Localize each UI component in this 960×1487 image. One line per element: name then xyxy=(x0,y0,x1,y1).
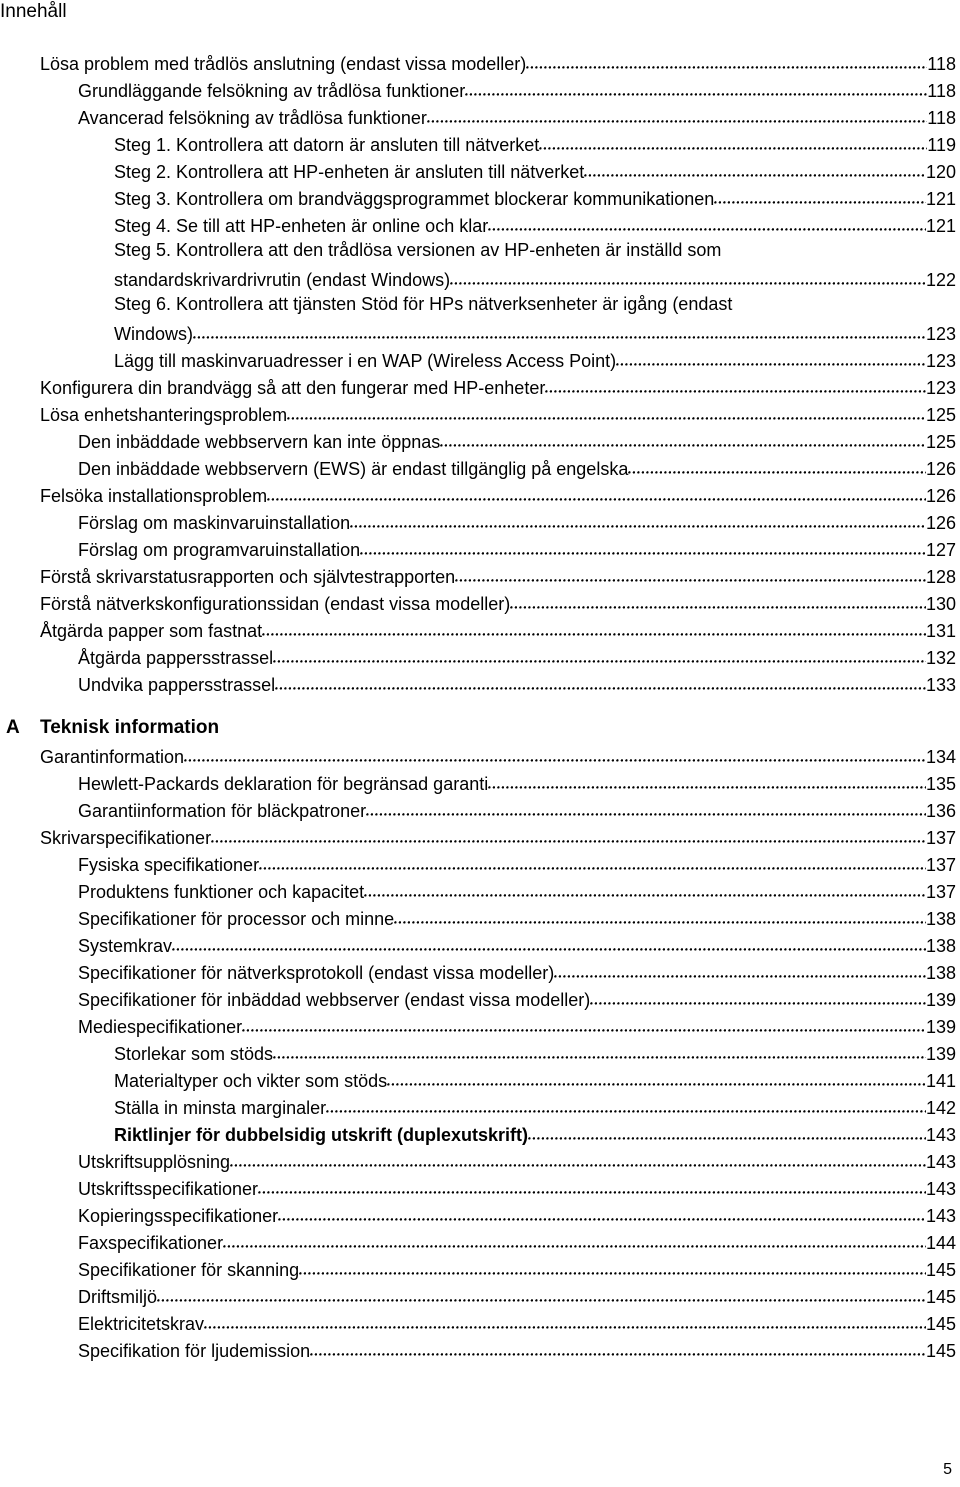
toc-entry-page: 121 xyxy=(925,189,956,209)
dot-leader xyxy=(184,741,926,763)
toc-entry-page: 126 xyxy=(925,486,956,506)
toc-entry-title: Specifikationer för inbäddad webbserver (endast vissa modeller) xyxy=(78,990,591,1010)
toc-entry[interactable] xyxy=(78,507,956,534)
toc-entry-page: 137 xyxy=(925,828,956,848)
toc-entry[interactable] xyxy=(78,1011,956,1038)
toc-entry[interactable] xyxy=(114,156,956,183)
toc-entry[interactable] xyxy=(114,1038,956,1065)
toc-entry-title: Fysiska specifikationer xyxy=(78,855,260,875)
toc-entry-page: 143 xyxy=(925,1152,956,1172)
dot-leader xyxy=(157,1281,926,1303)
toc-entry[interactable] xyxy=(78,1308,956,1335)
toc-entry[interactable] xyxy=(40,615,956,642)
toc-entry[interactable] xyxy=(40,588,956,615)
toc-entry[interactable] xyxy=(78,930,956,957)
toc-entry-title: Storlekar som stöds xyxy=(114,1044,274,1064)
toc-entry-page: 137 xyxy=(925,855,956,875)
toc-entry-page: 128 xyxy=(925,567,956,587)
toc-entry-page: 138 xyxy=(925,963,956,983)
toc-entry-title: Åtgärda papper som fastnat xyxy=(40,621,263,641)
dot-leader xyxy=(258,1173,926,1195)
toc-entry-title: Avancerad felsökning av trådlösa funktioner xyxy=(78,108,427,128)
dot-leader xyxy=(242,1011,926,1033)
dot-leader xyxy=(193,318,926,340)
toc-entry[interactable] xyxy=(78,849,956,876)
dot-leader xyxy=(545,372,926,394)
dot-leader xyxy=(350,507,926,529)
dot-leader xyxy=(172,930,926,952)
toc-entry-page: 126 xyxy=(925,459,956,479)
toc-entry-title: Utskriftsspecifikationer xyxy=(78,1179,259,1199)
toc-entry-page: 119 xyxy=(927,135,956,155)
toc-entry-page: 143 xyxy=(925,1206,956,1226)
toc-entry[interactable] xyxy=(78,453,956,480)
toc-entry-title: Mediespecifikationer xyxy=(78,1017,243,1037)
dot-leader xyxy=(528,1119,926,1141)
toc-entry[interactable] xyxy=(114,129,956,156)
toc-entry-title: Driftsmiljö xyxy=(78,1287,157,1307)
toc-entry[interactable] xyxy=(78,1254,956,1281)
toc-entry[interactable] xyxy=(40,480,956,507)
toc-entry-page: 139 xyxy=(925,990,956,1010)
toc-entry-page: 142 xyxy=(925,1098,956,1118)
toc-entry-title: Felsöka installationsproblem xyxy=(40,486,268,506)
toc-entry-page: 135 xyxy=(925,774,956,794)
toc-entry-title[interactable]: Steg 6. Kontrollera att tjänsten Stöd för HPs nätverksenheter är igång (endast xyxy=(114,294,733,314)
toc-entry-title: Lägg till maskinvaruadresser i en WAP (Wireless Access Point) xyxy=(114,351,617,371)
toc-entry[interactable] xyxy=(40,48,956,75)
dot-leader xyxy=(387,1065,926,1087)
toc-entry[interactable] xyxy=(78,669,956,696)
toc-entry-title: Grundläggande felsökning av trådlösa funktioner xyxy=(78,81,466,101)
toc-entry-page: 121 xyxy=(925,216,956,236)
toc-entry-page: 118 xyxy=(927,54,956,74)
toc-entry-title: Hewlett-Packards deklaration för begränsad garanti xyxy=(78,774,489,794)
toc-entry-title: Ställa in minsta marginaler xyxy=(114,1098,327,1118)
dot-leader xyxy=(590,984,926,1006)
toc-entry[interactable] xyxy=(78,1335,956,1362)
dot-leader xyxy=(230,1146,926,1168)
toc-entry[interactable] xyxy=(40,561,956,588)
dot-leader xyxy=(539,129,927,151)
toc-entry-title: Lösa enhetshanteringsproblem xyxy=(40,405,288,425)
toc-entry[interactable] xyxy=(78,795,956,822)
toc-entry[interactable] xyxy=(40,741,956,768)
dot-leader xyxy=(259,849,926,871)
dot-leader xyxy=(204,1308,926,1330)
toc-entry-page: 145 xyxy=(925,1341,956,1361)
toc-entry-page: 145 xyxy=(925,1287,956,1307)
toc-entry[interactable] xyxy=(114,318,956,345)
toc-entry-page: 123 xyxy=(925,351,956,371)
toc-entry-title: Förstå nätverkskonfigurationssidan (endast vissa modeller) xyxy=(40,594,511,614)
toc-entry-title: Systemkrav xyxy=(78,936,173,956)
toc-entry[interactable] xyxy=(78,957,956,984)
toc-entry[interactable] xyxy=(78,768,956,795)
toc-entry-title: Den inbäddade webbservern kan inte öppnas xyxy=(78,432,441,452)
toc-entry[interactable] xyxy=(78,75,956,102)
toc-entry-page: 143 xyxy=(925,1125,956,1145)
toc-entry-page: 139 xyxy=(925,1044,956,1064)
toc-entry[interactable] xyxy=(78,984,956,1011)
dot-leader xyxy=(714,183,926,205)
toc-entry-page: 138 xyxy=(925,936,956,956)
toc-entry[interactable] xyxy=(78,1173,956,1200)
toc-entry[interactable] xyxy=(114,1065,956,1092)
toc-entry-page: 139 xyxy=(925,1017,956,1037)
toc-entry[interactable] xyxy=(78,1146,956,1173)
dot-leader xyxy=(326,1092,926,1114)
toc-entry-title-cont: standardskrivardrivrutin (endast Windows) xyxy=(114,270,451,290)
dot-leader xyxy=(278,1200,926,1222)
toc-entry-page: 145 xyxy=(925,1260,956,1280)
dot-leader xyxy=(310,1335,926,1357)
toc-entry[interactable] xyxy=(114,264,956,291)
toc-entry-title: Den inbäddade webbservern (EWS) är endast tillgänglig på engelska xyxy=(78,459,629,479)
toc-entry[interactable] xyxy=(78,1281,956,1308)
dot-leader xyxy=(488,210,926,232)
toc-entry-page: 144 xyxy=(925,1233,956,1253)
dot-leader xyxy=(394,903,926,925)
toc-entry-title: Garantinformation xyxy=(40,747,185,767)
toc-entry[interactable] xyxy=(114,1092,956,1119)
toc-entry[interactable] xyxy=(78,876,956,903)
dot-leader xyxy=(628,453,926,475)
dot-leader xyxy=(273,1038,926,1060)
toc-entry-page: 118 xyxy=(927,108,956,128)
toc-entry-page: 123 xyxy=(925,324,956,344)
toc-entry-title: Specifikationer för skanning xyxy=(78,1260,300,1280)
toc-entry-title: Steg 2. Kontrollera att HP-enheten är ansluten till nätverket xyxy=(114,162,585,182)
dot-leader xyxy=(364,876,926,898)
dot-leader xyxy=(360,534,926,556)
toc-entry[interactable] xyxy=(114,1119,956,1146)
toc-entry[interactable] xyxy=(40,822,956,849)
toc-entry-title: Steg 3. Kontrollera om brandväggsprogrammet blockerar kommunikationen xyxy=(114,189,715,209)
toc-entry-title: Produktens funktioner och kapacitet xyxy=(78,882,365,902)
dot-leader xyxy=(262,615,926,637)
toc-entry-title: Riktlinjer för dubbelsidig utskrift (duplexutskrift) xyxy=(114,1125,529,1145)
toc-entry-page: 136 xyxy=(925,801,956,821)
dot-leader xyxy=(584,156,926,178)
toc-entry-page: 138 xyxy=(925,909,956,929)
toc-entry[interactable] xyxy=(78,1227,956,1254)
toc-entry-page: 125 xyxy=(925,432,956,452)
toc-entry-title: Förstå skrivarstatusrapporten och självtestrapporten xyxy=(40,567,456,587)
dot-leader xyxy=(366,795,926,817)
toc-entry-title-cont: Windows) xyxy=(114,324,194,344)
toc-entry[interactable] xyxy=(40,372,956,399)
dot-leader xyxy=(455,561,926,583)
dot-leader xyxy=(450,264,926,286)
toc-entry-title: Faxspecifikationer xyxy=(78,1233,224,1253)
toc-entry-title: Förslag om maskinvaruinstallation xyxy=(78,513,351,533)
toc-entry-page: 120 xyxy=(925,162,956,182)
appendix-title: Teknisk information xyxy=(40,717,220,738)
toc-entry-title: Undvika pappersstrassel xyxy=(78,675,276,695)
toc-entry-page: 130 xyxy=(925,594,956,614)
toc-entry-page: 126 xyxy=(925,513,956,533)
toc-entry-page: 131 xyxy=(925,621,956,641)
toc-entry[interactable] xyxy=(78,534,956,561)
toc-entry[interactable] xyxy=(78,102,956,129)
appendix-letter: A xyxy=(6,717,20,738)
toc-entry-title[interactable]: Steg 5. Kontrollera att den trådlösa versionen av HP-enheten är inställd som xyxy=(114,240,722,260)
toc-entry-page: 122 xyxy=(925,270,956,290)
toc-entry[interactable] xyxy=(114,183,956,210)
toc-entry-page: 145 xyxy=(925,1314,956,1334)
dot-leader xyxy=(275,669,926,691)
page-number: 5 xyxy=(943,1461,952,1478)
toc-entry-title: Förslag om programvaruinstallation xyxy=(78,540,361,560)
dot-leader xyxy=(287,399,926,421)
toc-entry-title: Materialtyper och vikter som stöds xyxy=(114,1071,388,1091)
toc-entry-title: Specifikationer för nätverksprotokoll (endast vissa modeller) xyxy=(78,963,555,983)
dot-leader xyxy=(488,768,926,790)
dot-leader xyxy=(526,48,927,70)
toc-entry-page: 118 xyxy=(927,81,956,101)
toc-entry-page: 132 xyxy=(925,648,956,668)
dot-leader xyxy=(465,75,927,97)
toc-entry-page: 123 xyxy=(925,378,956,398)
toc-entry-page: 137 xyxy=(925,882,956,902)
toc-entry-page: 133 xyxy=(925,675,956,695)
toc-entry-title: Konfigurera din brandvägg så att den fungerar med HP-enheter xyxy=(40,378,546,398)
dot-leader xyxy=(273,642,926,664)
dot-leader xyxy=(223,1227,926,1249)
toc-entry[interactable] xyxy=(114,210,956,237)
toc-entry-page: 143 xyxy=(925,1179,956,1199)
toc-entry-page: 125 xyxy=(925,405,956,425)
toc-entry-title: Åtgärda pappersstrassel xyxy=(78,648,274,668)
toc-entry[interactable] xyxy=(78,426,956,453)
toc-entry[interactable] xyxy=(78,1200,956,1227)
toc-entry-title: Utskriftsupplösning xyxy=(78,1152,231,1172)
dot-leader xyxy=(427,102,927,124)
toc-entry-title: Specifikationer för processor och minne xyxy=(78,909,395,929)
page-title: Innehåll xyxy=(0,1,67,22)
dot-leader xyxy=(554,957,926,979)
toc-entry-title: Lösa problem med trådlös anslutning (endast vissa modeller) xyxy=(40,54,527,74)
toc-entry-title: Elektricitetskrav xyxy=(78,1314,205,1334)
toc-entry-title: Garantiinformation för bläckpatroner xyxy=(78,801,367,821)
toc-entry-title: Kopieringsspecifikationer xyxy=(78,1206,279,1226)
toc-entry[interactable] xyxy=(40,399,956,426)
toc-entry-page: 127 xyxy=(925,540,956,560)
dot-leader xyxy=(510,588,926,610)
toc-entry-page: 141 xyxy=(925,1071,956,1091)
toc-entry-title: Steg 1. Kontrollera att datorn är ansluten till nätverket xyxy=(114,135,540,155)
dot-leader xyxy=(616,345,926,367)
toc-entry[interactable] xyxy=(78,642,956,669)
toc-entry-page: 134 xyxy=(925,747,956,767)
dot-leader xyxy=(440,426,926,448)
dot-leader xyxy=(299,1254,926,1276)
dot-leader xyxy=(211,822,926,844)
toc-entry[interactable] xyxy=(78,903,956,930)
toc-entry-title: Steg 4. Se till att HP-enheten är online och klar xyxy=(114,216,489,236)
dot-leader xyxy=(267,480,926,502)
toc-entry[interactable] xyxy=(114,345,956,372)
toc-entry-title: Specifikation för ljudemission xyxy=(78,1341,311,1361)
toc-entry-title: Skrivarspecifikationer xyxy=(40,828,212,848)
